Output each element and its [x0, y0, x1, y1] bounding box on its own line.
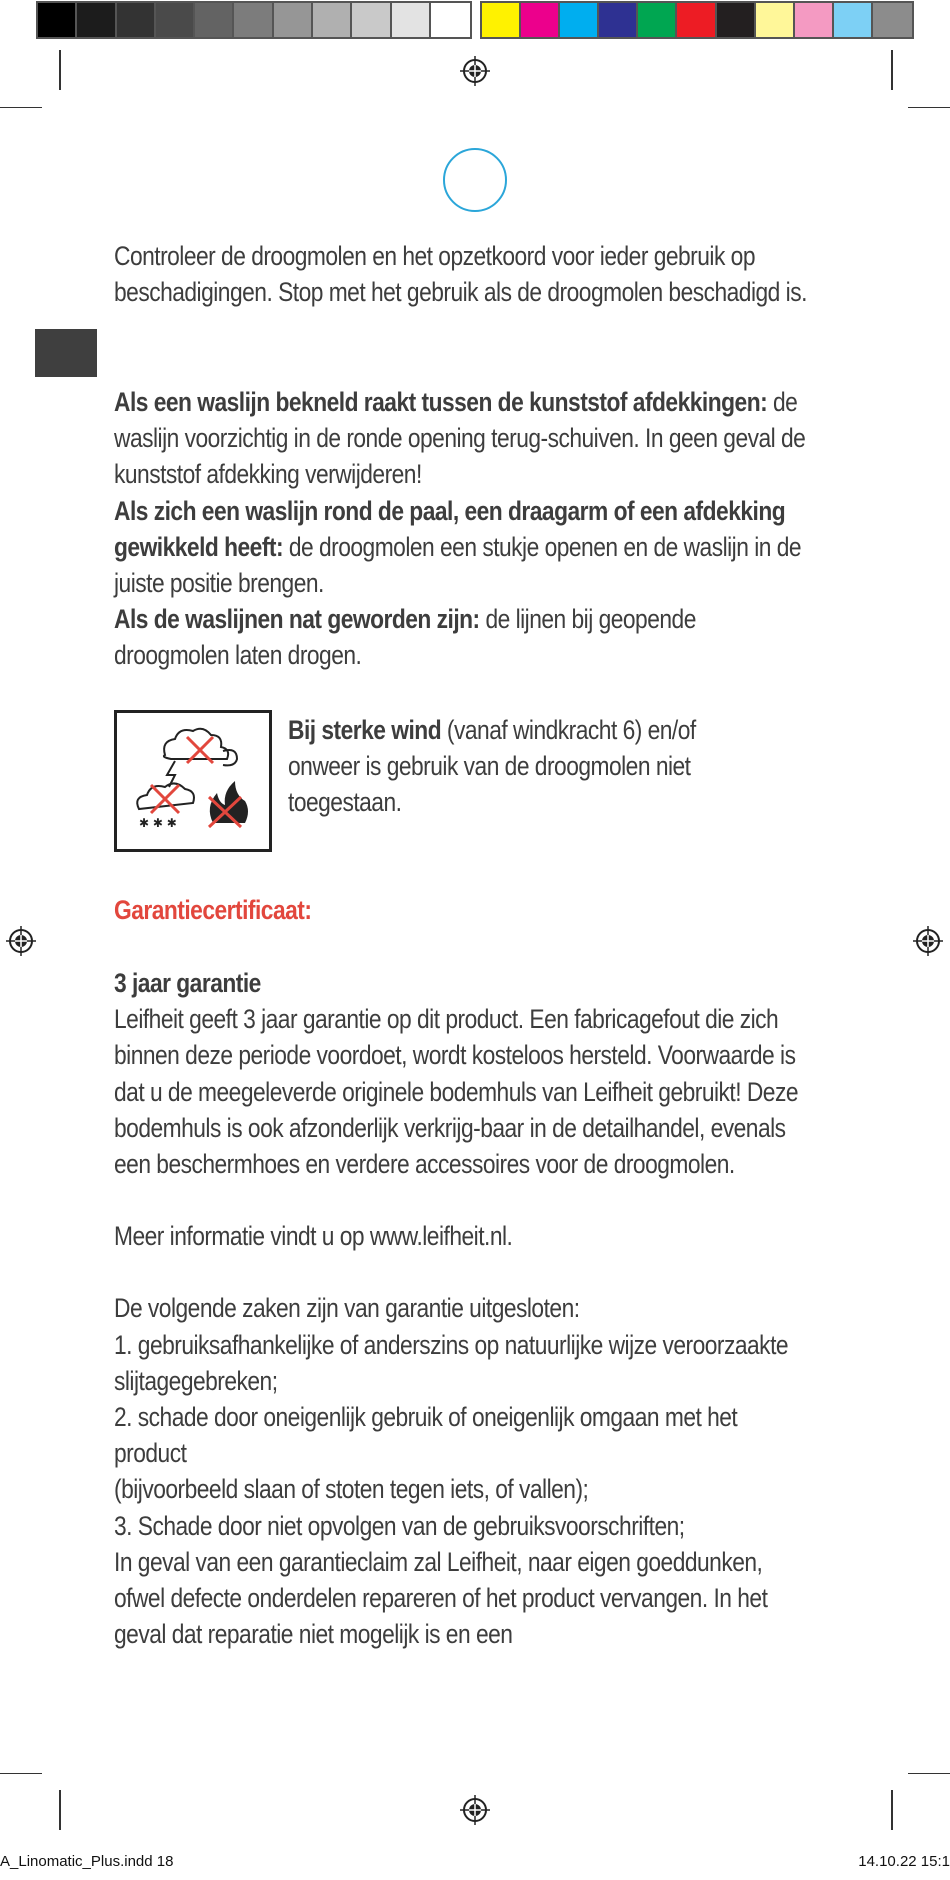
- exclusion-1: 1. gebruiksafhankelijke of anderszins op natuurlijke wijze veroorzaakte slijtagegebreken;: [114, 1329, 789, 1396]
- slug-date: 14.10.22 15:1: [858, 1853, 950, 1870]
- exclusion-2: 2. schade door oneigenlijk gebruik of oneigenlijk omgaan met het product: [114, 1402, 738, 1469]
- color-swatch: [117, 3, 156, 37]
- registration-mark-icon: [913, 926, 943, 956]
- color-swatch: [521, 3, 560, 37]
- color-swatch: [195, 3, 234, 37]
- wind-warning: [288, 712, 735, 821]
- registration-mark-icon: [460, 56, 490, 86]
- color-swatch: [717, 3, 756, 37]
- instructions-block: [114, 384, 811, 674]
- claim-paragraph: In geval van een garantieclaim zal Leifheit, naar eigen goeddunken, ofwel defecte onderdelen repareren of het product vervangen. In het geval dat reparatie niet mogelijk is en een: [114, 1546, 768, 1650]
- gray-color-bar: [36, 1, 472, 39]
- svg-text:✱ ✱ ✱: ✱ ✱ ✱: [139, 816, 177, 830]
- crop-mark: [59, 1790, 61, 1830]
- color-swatch: [677, 3, 716, 37]
- color-swatch: [560, 3, 599, 37]
- slug-filename: A_Linomatic_Plus.indd 18: [0, 1853, 174, 1870]
- guarantee-heading: Garantiecertificaat:: [114, 895, 312, 925]
- intro-paragraph: Controleer de droogmolen en het opzetkoord voor ieder gebruik op beschadigingen. Stop met het gebruik als de droogmolen beschadigd is.: [114, 241, 807, 308]
- more-info: Meer informatie vindt u op www.leifheit.nl.: [114, 1221, 513, 1252]
- color-swatch: [756, 3, 795, 37]
- color-swatch: [482, 3, 521, 37]
- snow-icon: [137, 783, 194, 830]
- s2-bold: Als zich een waslijn rond de paal, een draagarm of een afdekking gewikkeld heeft:: [114, 495, 786, 562]
- crop-mark: [0, 1773, 42, 1774]
- wind-text: (vanaf windkracht 6) en/of onweer is gebruik van de droogmolen niet toegestaan.: [288, 715, 696, 818]
- crop-mark: [59, 50, 61, 90]
- color-swatch: [156, 3, 195, 37]
- color-swatch: [599, 3, 638, 37]
- page-circle-marker: [443, 148, 507, 212]
- exclusion-2-example: (bijvoorbeeld slaan of stoten tegen iets, of vallen);: [114, 1474, 589, 1505]
- registration-mark-icon: [460, 1795, 490, 1825]
- storm-icon: [164, 729, 237, 787]
- chapter-tab: [35, 329, 97, 377]
- crop-mark: [908, 1773, 950, 1774]
- exclusions-intro: De volgende zaken zijn van garantie uitgesloten:: [114, 1293, 580, 1324]
- color-swatch: [392, 3, 431, 37]
- weather-warning-pictogram: [114, 710, 272, 852]
- crop-mark: [0, 107, 42, 108]
- s1-bold: Als een waslijn bekneld raakt tussen de kunststof afdekkingen:: [114, 387, 768, 417]
- s2-text: de droogmolen een stukje openen en de waslijn in de juiste positie brengen.: [114, 531, 802, 599]
- crop-mark: [891, 50, 893, 90]
- color-swatch: [834, 3, 873, 37]
- color-swatch: [313, 3, 352, 37]
- s3-text: de lijnen bij geopende droogmolen laten drogen.: [114, 604, 696, 671]
- color-swatch: [274, 3, 313, 37]
- color-swatch: [638, 3, 677, 37]
- wind-bold: Bij sterke wind: [288, 715, 442, 745]
- guarantee-section: [114, 965, 811, 1652]
- crop-mark: [891, 1790, 893, 1830]
- s1-text: de waslijn voorzichtig in de ronde opening terug-schuiven. In geen geval de kunststof afdekking verwijderen!: [114, 387, 806, 490]
- color-swatch: [38, 3, 77, 37]
- registration-mark-icon: [6, 926, 36, 956]
- color-swatch: [77, 3, 116, 37]
- color-swatch: [234, 3, 273, 37]
- color-swatch: [431, 3, 470, 37]
- fire-icon: [209, 781, 248, 827]
- color-swatch: [352, 3, 391, 37]
- s3-bold: Als de waslijnen nat geworden zijn:: [114, 604, 480, 635]
- color-swatch: [795, 3, 834, 37]
- guarantee-title: 3 jaar garantie: [114, 968, 261, 998]
- guarantee-paragraph: Leifheit geeft 3 jaar garantie op dit product. Een fabricagefout die zich binnen deze periode voordoet, wordt kosteloos hersteld. Voorwaarde is dat u de meegeleverde originele bodemhuls van Leifheit gebruikt! Deze bodemhuls is ook afzonderlijk verkrijg-baar in de detailhandel, evenals een beschermhoes en verdere accessoires voor de droogmolen.: [114, 1004, 799, 1180]
- color-swatch: [873, 3, 912, 37]
- exclusion-3: 3. Schade door niet opvolgen van de gebruiksvoorschriften;: [114, 1510, 685, 1541]
- crop-mark: [908, 107, 950, 108]
- process-color-bar: [480, 1, 914, 39]
